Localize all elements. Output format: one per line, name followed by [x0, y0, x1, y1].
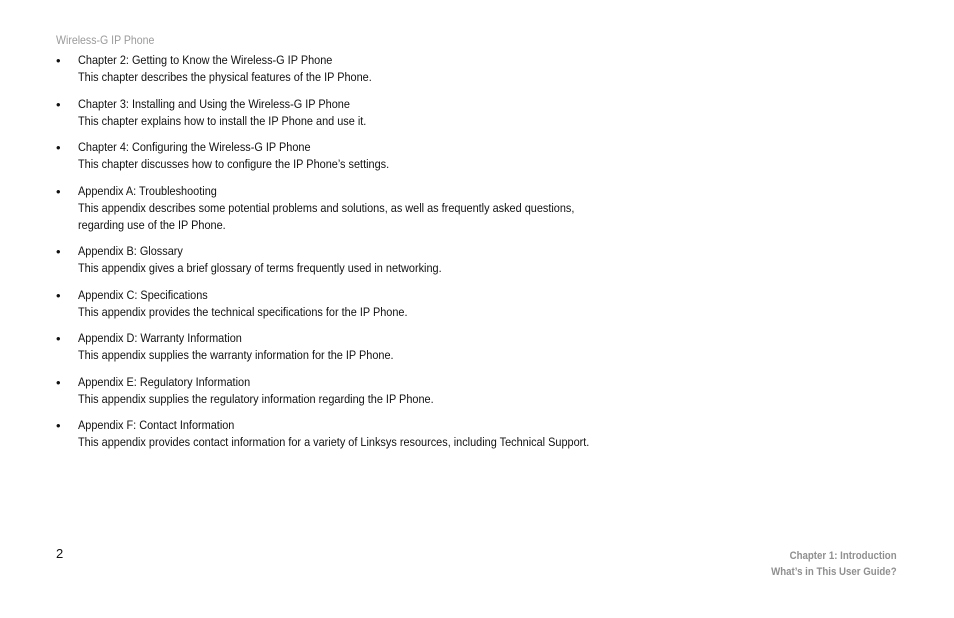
item-description: This appendix provides contact information for a variety of Linksys resources, including Technical Support.	[78, 435, 590, 449]
item-description: This appendix supplies the regulatory information regarding the IP Phone.	[78, 391, 434, 406]
item-title: Appendix A: Troubleshooting	[78, 183, 217, 198]
list-item	[56, 52, 696, 86]
list-item	[56, 139, 696, 173]
list-item	[56, 417, 696, 451]
list-item	[56, 96, 696, 130]
bullet-icon: •	[56, 244, 61, 259]
item-description: This appendix gives a brief glossary of terms frequently used in networking.	[78, 261, 442, 275]
bullet-icon: •	[56, 96, 61, 112]
footer-section: What’s in This User Guide?	[771, 566, 897, 578]
item-description: This appendix supplies the warranty information for the IP Phone.	[78, 348, 394, 362]
footer-chapter: Chapter 1: Introduction	[789, 550, 897, 562]
item-description: This appendix provides the technical specifications for the IP Phone.	[78, 304, 408, 319]
list-item	[56, 243, 696, 277]
footer-section-info	[754, 548, 897, 580]
item-description-continued: regarding use of the IP Phone.	[78, 217, 226, 232]
item-title: Appendix F: Contact Information	[78, 418, 235, 432]
item-title: Chapter 3: Installing and Using the Wireless-G IP Phone	[78, 96, 350, 111]
item-title: Chapter 2: Getting to Know the Wireless-G IP Phone	[78, 53, 333, 67]
bullet-icon: •	[56, 140, 61, 155]
bullet-icon: •	[56, 183, 61, 199]
item-title: Appendix B: Glossary	[78, 244, 183, 258]
item-description: This appendix describes some potential problems and solutions, as well as frequently asked questions,	[78, 200, 575, 215]
bullet-icon: •	[56, 374, 61, 390]
bullet-icon: •	[56, 331, 61, 346]
list-item	[56, 183, 696, 234]
item-title: Appendix E: Regulatory Information	[78, 374, 251, 389]
list-item	[56, 374, 696, 408]
running-header: Wireless-G IP Phone	[56, 33, 155, 47]
item-title: Appendix C: Specifications	[78, 287, 208, 302]
page-number: 2	[56, 546, 64, 561]
item-description: This chapter explains how to install the IP Phone and use it.	[78, 113, 367, 128]
item-title: Appendix D: Warranty Information	[78, 331, 242, 345]
list-item	[56, 330, 696, 364]
list-item	[56, 287, 696, 321]
item-description: This chapter discusses how to configure the IP Phone’s settings.	[78, 157, 390, 171]
item-description: This chapter describes the physical features of the IP Phone.	[78, 70, 372, 84]
contents-list	[56, 52, 696, 461]
bullet-icon: •	[56, 287, 61, 303]
bullet-icon: •	[56, 53, 61, 68]
item-title: Chapter 4: Configuring the Wireless-G IP Phone	[78, 140, 311, 154]
bullet-icon: •	[56, 418, 61, 433]
